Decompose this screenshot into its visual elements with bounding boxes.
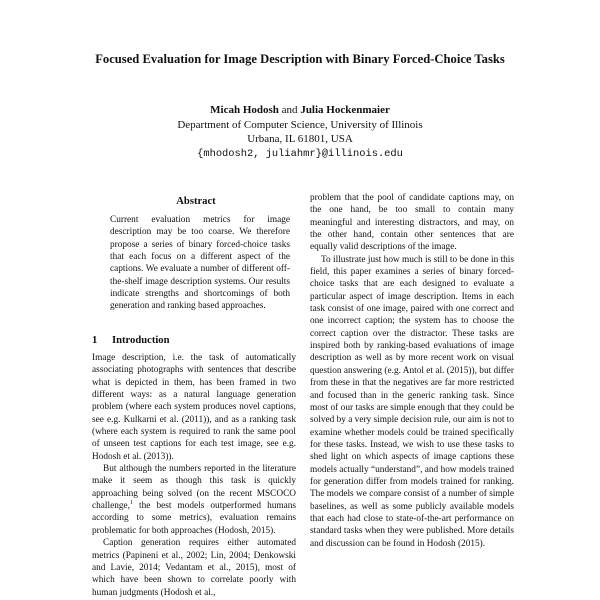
abstract-text: Current evaluation metrics for image description may be too coarse. We therefore propose a series of binary forced-choice tasks that each focus on a different aspect of the captions. We evaluate a number of different off-the-shelf image description systems. Our results indicate strengths and shortcomings of both generation and ranking based approaches. — [110, 215, 290, 312]
author-emails: {mhodosh2, juliahmr}@illinois.edu — [197, 147, 403, 160]
intro-paragraph-3: Caption generation requires either automated metrics (Papineni et al., 2002; Lin, 2004; Denkowski and Lavie, 2014; Vedantam et al., 2015), most of which have been shown to correlate poorly with human judgments (Hodosh et al., — [92, 538, 296, 598]
abstract-body — [110, 214, 290, 313]
intro-paragraph-2-start: But although the numbers reported in the literature make it seem as though this task is quickly approaching being solved (on the recent MSCOCO challenge, — [92, 464, 296, 512]
author-block — [100, 103, 500, 161]
right-column-body — [310, 192, 514, 550]
section-title: Introduction — [112, 335, 170, 346]
abstract-heading: Abstract — [176, 196, 216, 207]
affiliation-location: Urbana, IL 61801, USA — [247, 133, 353, 145]
author-2: Julia Hockenmaier — [300, 104, 390, 116]
intro-paragraph-2-end: the best models outperformed humans according to some metrics), evaluation remains problematic for both approaches (Hodosh, 2015). — [92, 501, 296, 536]
right-paragraph-1: problem that the pool of candidate captions may, on the one hand, be too small to contain many meaningful and interesting distractors, and may, on the other hand, contain other sentences that are equally valid descriptions of the image. — [310, 193, 514, 253]
paper-title: Focused Evaluation for Image Description with Binary Forced-Choice Tasks — [95, 52, 505, 66]
affiliation-department: Department of Computer Science, University of Illinois — [177, 118, 423, 131]
section-heading — [92, 335, 170, 346]
section-number: 1 — [92, 335, 98, 346]
author-1: Micah Hodosh — [210, 104, 279, 116]
footnote-marker: 1 — [129, 500, 133, 507]
intro-paragraph-1: Image description, i.e. the task of automatically associating photographs with sentences that describe what is depicted in them, has been framed in two different ways: as a natural language generation problem (where each system produces novel captions, see e.g. Kulkarni et al. (2011)), and as a ranking task (where each system is required to rank the same pool of unseen test captions for each test image, see e.g. Hodosh et al. (2013)). — [92, 353, 296, 462]
author-conjunction: and — [281, 104, 298, 116]
intro-paragraph-2 — [92, 463, 296, 537]
left-column-body — [92, 352, 296, 599]
right-paragraph-2: To illustrate just how much is still to be done in this field, this paper examines a series of binary forced-choice tasks that are each designed to evaluate a particular aspect of image description. Items in each task consist of one image, paired with one correct and one incorrect caption; the system has to choose the correct caption over the distractor. These tasks are inspired both by ranking-based evaluations of image description as well as by more recent work on visual question answering (e.g. Antol et al. (2015)), but differ from these in that the negatives are far more restricted and focused than in the generic ranking task. Since most of our tasks are simple enough that they could be solved by a very simple decision rule, our aim is not to examine whether models could be trained specifically for these tasks. Instead, we wish to use these tasks to shed light on which aspects of image captions these models actually “understand”, and how models trained for generation differ from models trained for ranking. The models we compare consist of a number of simple baselines, as well as some publicly available models that each had close to state-of-the-art performance on standard tasks when they were published. More details and discussion can be found in Hodosh (2015). — [310, 254, 514, 549]
author-names — [100, 103, 500, 118]
